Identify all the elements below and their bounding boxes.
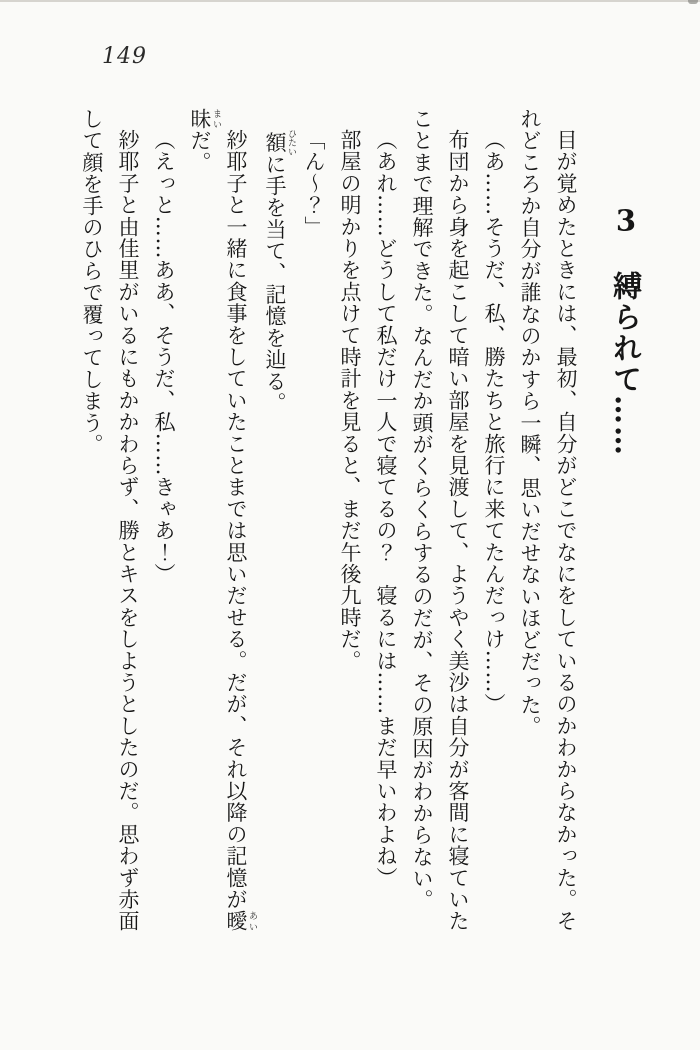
body-text [74, 108, 584, 940]
scan-speck-artifact [688, 0, 698, 4]
chapter-number: 3 [615, 206, 637, 235]
chapter-heading [608, 108, 644, 940]
chapter-title: 縛られて…… [609, 271, 643, 458]
paragraph: 額 ひたいに手を当て、記憶を辿る。 [263, 129, 296, 414]
furigana-ruby: 昧 まい [188, 108, 221, 130]
paragraph: （あ……そうだ、私、勝たちと旅行に来てたんだっけ……） [482, 129, 506, 715]
page-number: 149 [102, 44, 147, 69]
book-page-text [74, 108, 644, 940]
paragraph: 布団から身を起こして暗い部屋を見渡して、ようやく美沙は自分が客間に寝ていたことまで理解できた。なんだか頭がくらくらするのだが、その原因がわからない。 [410, 108, 470, 932]
paragraph: 紗耶子と一緒に食事をしていたことまでは思いだせる。だが、それ以降の記憶が曖 あい昧 まいだ。 [188, 108, 257, 932]
paragraph: 目が覚めたときには、最初、自分がどこでなにをしているのかわからなかった。それどころか自分が誰なのかすら一瞬、思いだせないほどだった。 [518, 108, 578, 932]
paragraph: 部屋の明かりを点けて時計を見ると、まだ午後九時だ。 [338, 129, 362, 672]
paragraph: 「ん〜？」 [302, 129, 326, 238]
paragraph: （えっと……ああ、そうだ、私……きゃあ！） [152, 129, 176, 585]
scan-edge-artifact [0, 0, 700, 2]
paragraph: 紗耶子と由佳里がいるにもかかわらず、勝とキスをしようとしたのだ。思わず赤面して顔を手のひらで覆ってしまう。 [80, 108, 140, 932]
furigana-ruby: 曖 あい [224, 910, 257, 932]
paragraph: （あれ……どうして私だけ一人で寝てるの？ 寝るには……まだ早いわよね） [374, 129, 398, 889]
furigana-ruby: 額 ひたい [263, 129, 296, 156]
